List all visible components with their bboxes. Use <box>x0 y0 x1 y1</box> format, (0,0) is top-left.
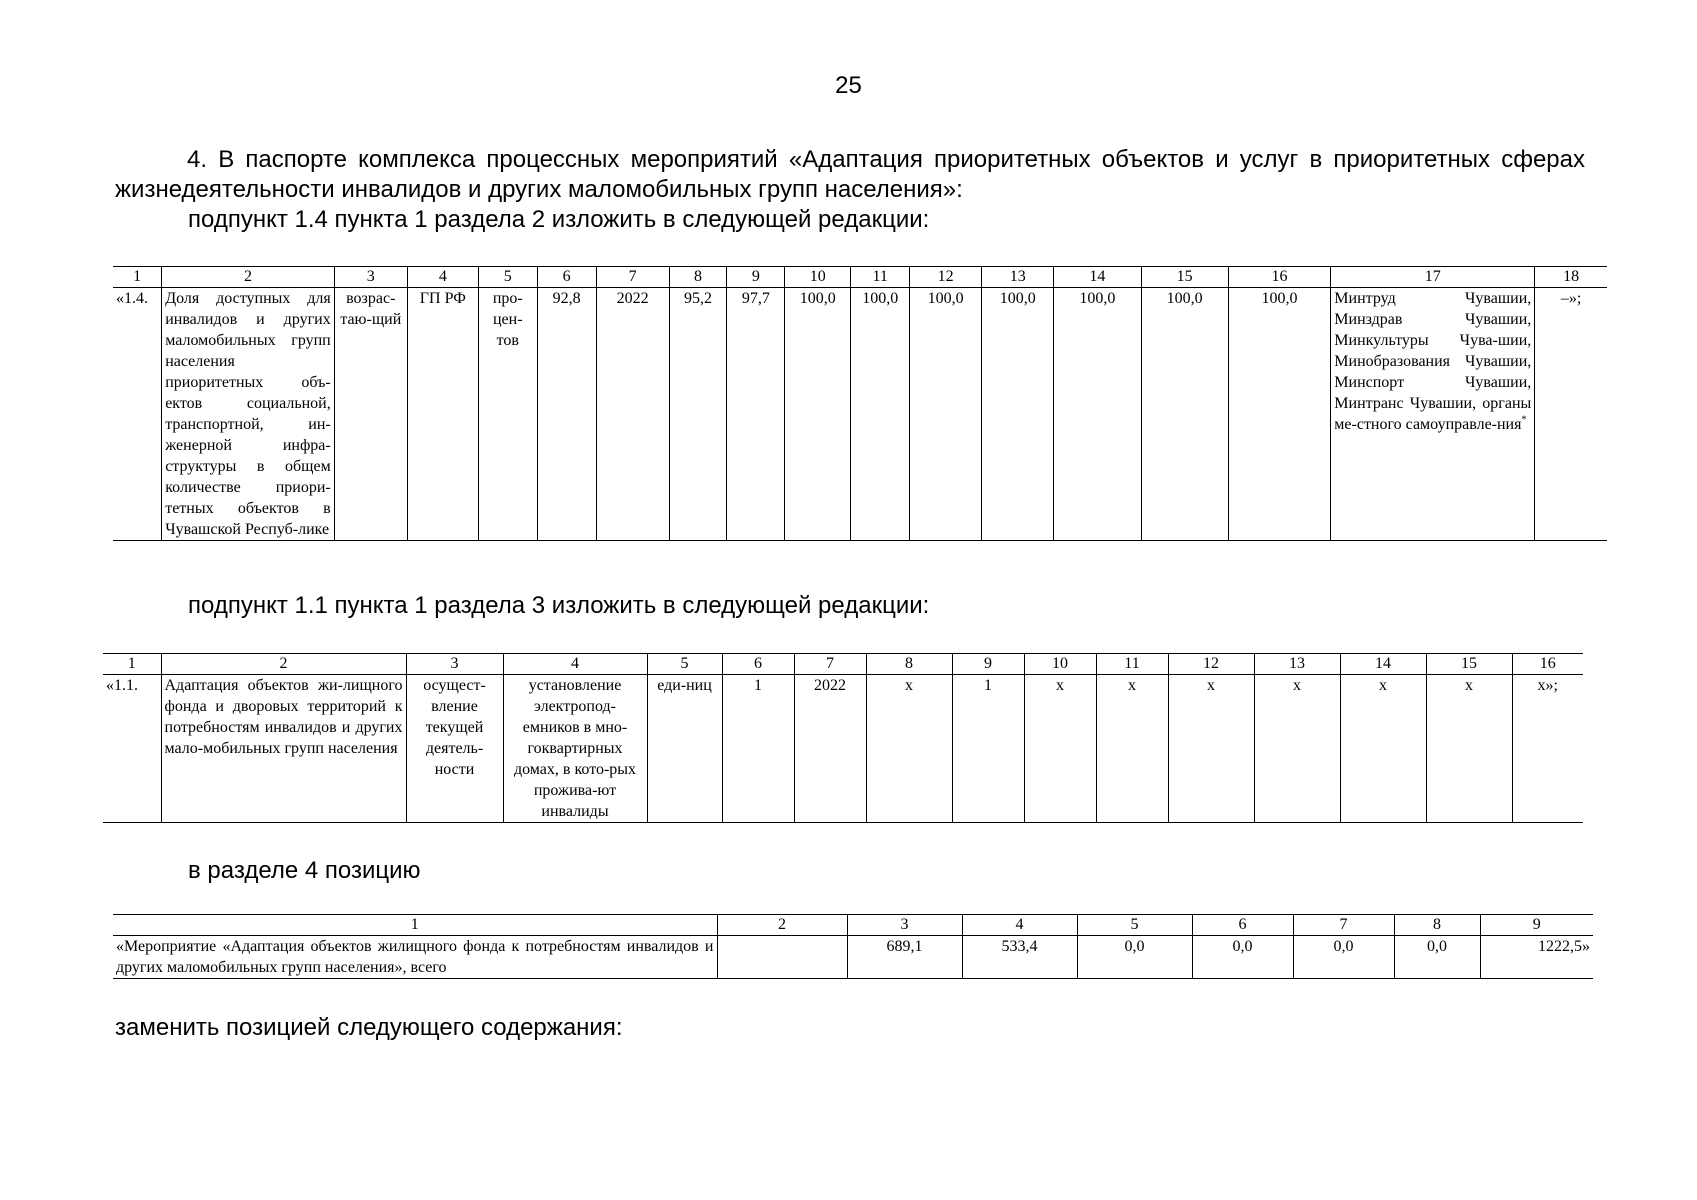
column-header: 6 <box>537 267 596 288</box>
table-cell: 0,0 <box>1192 936 1293 979</box>
table-cell: 100,0 <box>910 288 982 541</box>
table-cell: 97,7 <box>727 288 785 541</box>
table-cell: –»; <box>1535 288 1607 541</box>
table-row <box>103 675 1583 823</box>
column-header: 13 <box>1254 654 1340 675</box>
column-header: 14 <box>1340 654 1426 675</box>
table-cell: x <box>1024 675 1096 823</box>
column-header: 7 <box>1293 915 1394 936</box>
indicator-table <box>113 266 1607 541</box>
table-header-row <box>103 654 1583 675</box>
column-header: 1 <box>103 654 161 675</box>
table-cell: 689,1 <box>847 936 962 979</box>
table-cell: 100,0 <box>785 288 851 541</box>
column-header: 11 <box>851 267 910 288</box>
table-cell: 1 <box>952 675 1024 823</box>
column-header: 2 <box>717 915 847 936</box>
table-cell: «Мероприятие «Адаптация объектов жилищного фонда к потребностям инвалидов и других маломобильных групп населения», всего <box>113 936 717 979</box>
closing-line: заменить позицией следующего содержания: <box>115 1014 623 1041</box>
column-header: 13 <box>982 267 1054 288</box>
table-cell: x <box>1096 675 1168 823</box>
column-header: 14 <box>1054 267 1141 288</box>
column-header: 4 <box>503 654 647 675</box>
table-header-row <box>113 915 1593 936</box>
table-header-row <box>113 267 1607 288</box>
table-cell: 2022 <box>794 675 866 823</box>
responsible-bodies-text: Минтруд Чувашии, Минздрав Чувашии, Минкультуры Чува-шии, Минобразования Чувашии, Минспорт Чувашии, Минтранс Чувашии, органы ме-стного самоуправле-ния <box>1334 290 1532 433</box>
table-cell: 0,0 <box>1394 936 1480 979</box>
column-header: 10 <box>785 267 851 288</box>
column-header: 9 <box>952 654 1024 675</box>
table-cell: 100,0 <box>1054 288 1141 541</box>
table-cell: x <box>1340 675 1426 823</box>
column-header: 5 <box>478 267 537 288</box>
table-cell <box>717 936 847 979</box>
column-header: 8 <box>1394 915 1480 936</box>
table-row <box>113 288 1607 541</box>
table-cell: 100,0 <box>1228 288 1331 541</box>
table-cell: 2022 <box>596 288 669 541</box>
table-cell: x <box>866 675 952 823</box>
column-header: 6 <box>722 654 794 675</box>
column-header: 9 <box>727 267 785 288</box>
column-header: 12 <box>910 267 982 288</box>
financing-table <box>113 914 1593 979</box>
table-cell: «1.1. <box>103 675 161 823</box>
column-header: 6 <box>1192 915 1293 936</box>
footnote-mark: * <box>1521 414 1527 426</box>
measures-table <box>103 653 1583 823</box>
table-cell: 533,4 <box>962 936 1077 979</box>
column-header: 4 <box>962 915 1077 936</box>
table-cell: x <box>1254 675 1340 823</box>
table-cell: 1 <box>722 675 794 823</box>
table-cell: установление электропод-емников в мно-гоквартирных домах, в кото-рых прожива-ют инвалиды <box>503 675 647 823</box>
column-header: 3 <box>847 915 962 936</box>
table-cell: еди-ниц <box>647 675 722 823</box>
column-header: 7 <box>596 267 669 288</box>
table-cell: 1222,5» <box>1480 936 1593 979</box>
column-header: 2 <box>162 267 335 288</box>
table-cell: Адаптация объектов жи-лищного фонда и дворовых территорий к потребностям инвалидов и других мало-мобильных групп населения <box>161 675 406 823</box>
column-header: 18 <box>1535 267 1607 288</box>
table-cell: x <box>1168 675 1254 823</box>
table-cell: x <box>1426 675 1512 823</box>
column-header: 7 <box>794 654 866 675</box>
table-cell: про-цен-тов <box>478 288 537 541</box>
table-cell: 92,8 <box>537 288 596 541</box>
table-cell: 95,2 <box>669 288 727 541</box>
table-cell: осущест-вление текущей деятель-ности <box>406 675 503 823</box>
column-header: 9 <box>1480 915 1593 936</box>
table-row <box>113 936 1593 979</box>
column-header: 11 <box>1096 654 1168 675</box>
table-cell: 100,0 <box>1141 288 1228 541</box>
subpoint-3-heading: в разделе 4 позицию <box>188 857 421 884</box>
column-header: 1 <box>113 915 717 936</box>
column-header: 8 <box>866 654 952 675</box>
column-header: 2 <box>161 654 406 675</box>
table-cell: 0,0 <box>1293 936 1394 979</box>
column-header: 16 <box>1512 654 1583 675</box>
column-header: 8 <box>669 267 727 288</box>
table-cell <box>1331 288 1535 541</box>
page-number: 25 <box>835 72 862 99</box>
paragraph-intro-text: 4. В паспорте комплекса процессных мероприятий «Адаптация приоритетных объектов и услуг в приоритетных сферах жизнедеятельности инвалидов и других маломобильных групп населения»: <box>115 146 1585 203</box>
column-header: 4 <box>407 267 478 288</box>
table-cell: «1.4. <box>113 288 162 541</box>
table-cell: x»; <box>1512 675 1583 823</box>
subpoint-1-heading: подпункт 1.4 пункта 1 раздела 2 изложить в следующей редакции: <box>188 206 930 233</box>
column-header: 15 <box>1141 267 1228 288</box>
table-cell: 100,0 <box>982 288 1054 541</box>
table-cell: возрас-таю-щий <box>334 288 407 541</box>
table-cell: Доля доступных для инвалидов и других маломобильных групп населения приоритетных объ-ектов социальной, транспортной, ин-женерной инфра-структуры в общем количестве приори-тетных объектов в Чувашской Респуб-лике <box>162 288 335 541</box>
column-header: 3 <box>406 654 503 675</box>
column-header: 1 <box>113 267 162 288</box>
table-cell: 0,0 <box>1077 936 1192 979</box>
column-header: 3 <box>334 267 407 288</box>
column-header: 17 <box>1331 267 1535 288</box>
column-header: 10 <box>1024 654 1096 675</box>
table-cell: 100,0 <box>851 288 910 541</box>
column-header: 5 <box>647 654 722 675</box>
subpoint-2-heading: подпункт 1.1 пункта 1 раздела 3 изложить в следующей редакции: <box>188 592 930 619</box>
column-header: 16 <box>1228 267 1331 288</box>
table-cell: ГП РФ <box>407 288 478 541</box>
column-header: 5 <box>1077 915 1192 936</box>
column-header: 12 <box>1168 654 1254 675</box>
column-header: 15 <box>1426 654 1512 675</box>
paragraph-intro <box>115 145 1585 205</box>
